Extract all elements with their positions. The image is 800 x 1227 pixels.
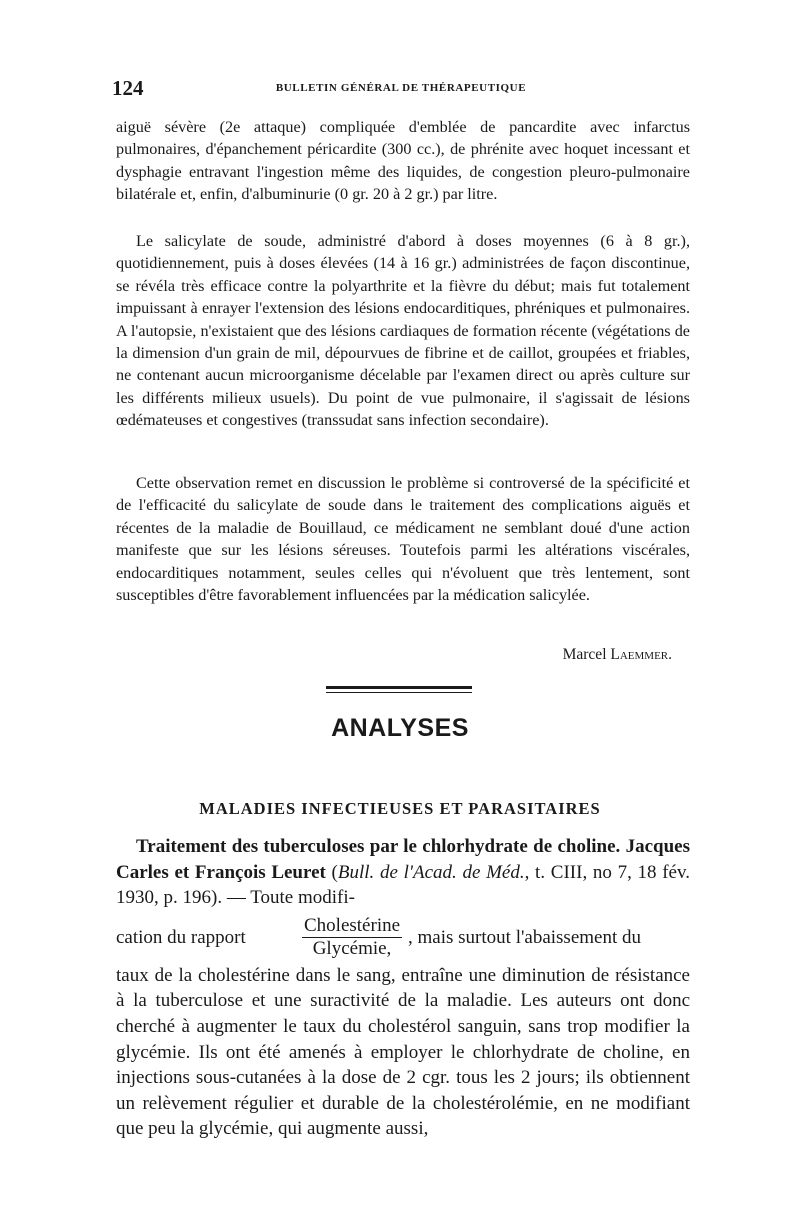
- analysis-heading-line: [116, 834, 690, 911]
- section-title: ANALYSES: [331, 714, 469, 742]
- author-signature: [563, 646, 672, 664]
- page-number: 124: [112, 76, 144, 100]
- ref-open: (: [325, 861, 338, 883]
- paragraph-observation: Cette observation remet en discussion le problème si controversé de la spécificité et de l'efficacité du salicylate de soude dans le traitement des complications aiguës et récentes de la maladie de Bouillaud, ce médicament ne semblant doué d'une action manifeste que sur les lésions séreuses. Toutefois parmi les altérations viscérales, endocarditiques notamment, seules celles qui n'évoluent que très lentement, sont susceptibles d'être favorablement influencées par la médication salicylée.: [116, 474, 690, 605]
- fraction-tail-text: , mais surtout l'abaissement du: [408, 926, 642, 948]
- subsection-title: MALADIES INFECTIEUSES ET PARASITAIRES: [199, 799, 601, 818]
- fraction-line: [116, 913, 690, 963]
- signature-last-name: Laemmer.: [610, 646, 672, 663]
- page-header: [112, 76, 690, 102]
- analysis-title: Traitement des tuberculoses par le chlorhydrate de choline. Jacques Carles et François Leuret: [116, 836, 690, 883]
- ref-journal: Bull. de l'Acad. de Méd.: [337, 861, 525, 883]
- fraction-numerator: Cholestérine: [304, 915, 401, 937]
- section-divider-thin: [326, 692, 472, 693]
- analysis-body: taux de la cholestérine dans le sang, entraîne une diminution de résistance à la tuberculose et une suractivité de la maladie. Les auteurs ont donc cherché à augmenter le taux du cholestérol sanguin, sans trop modifier la glycémie. Ils ont été amenés à employer le chlorhydrate de choline, en injections sous-cutanées à la dose de 2 cgr. tous les 2 jours; ils obtiennent un relèvement régulier et durable de la cholestérolémie, en ne modifiant que peu la glycémie, qui augmente aussi,: [116, 964, 690, 1140]
- fraction-denominator: Glycémie,: [312, 938, 392, 960]
- paragraph-salicylate: Le salicylate de soude, administré d'abord à doses moyennes (6 à 8 gr.), quotidiennement, puis à doses élevées (14 à 16 gr.) administrées de façon discontinue, se révéla très efficace contre la polyarthrite et la fièvre du début; mais fut totalement impuissant à enrayer l'extension des lésions endocarditiques, phréniques et pulmonaires. A l'autopsie, n'existaient que des lésions cardiaques de formation récente (végétations de la dimension d'un grain de mil, dépourvues de fibrine et de caillot, groupées et friables, ne contenant aucun microorganisme décelable par l'examen direct ou après culture sur les différents milieux usuels). Du point de vue pulmonaire, il s'agissait de lésions œdémateuses et congestives (transsudat sans infection secondaire).: [116, 232, 690, 430]
- paragraph-continuation: aiguë sévère (2e attaque) compliquée d'emblée de pancardite avec infarctus pulmonaires, d'épanchement péricardite (300 cc.), de phrénite avec hoquet incessant et dysphagie entravant l'ingestion même des liquides, de congestion pleuro-pulmonaire bilatérale et, enfin, d'albuminurie (0 gr. 20 à 2 gr.) par litre.: [116, 118, 690, 204]
- analysis-entry: [116, 834, 690, 1142]
- ref-details: , t. CIII, no 7, 18 fév. 1930, p. 196). — Toute modifi-: [116, 861, 691, 909]
- running-head: BULLETIN GÉNÉRAL DE THÉRAPEUTIQUE: [275, 82, 527, 94]
- ratio-fraction: [302, 915, 402, 960]
- signature-first-name: Marcel: [562, 646, 607, 663]
- fraction-lead-text: cation du rapport: [116, 926, 246, 948]
- section-divider-thick: [326, 686, 472, 689]
